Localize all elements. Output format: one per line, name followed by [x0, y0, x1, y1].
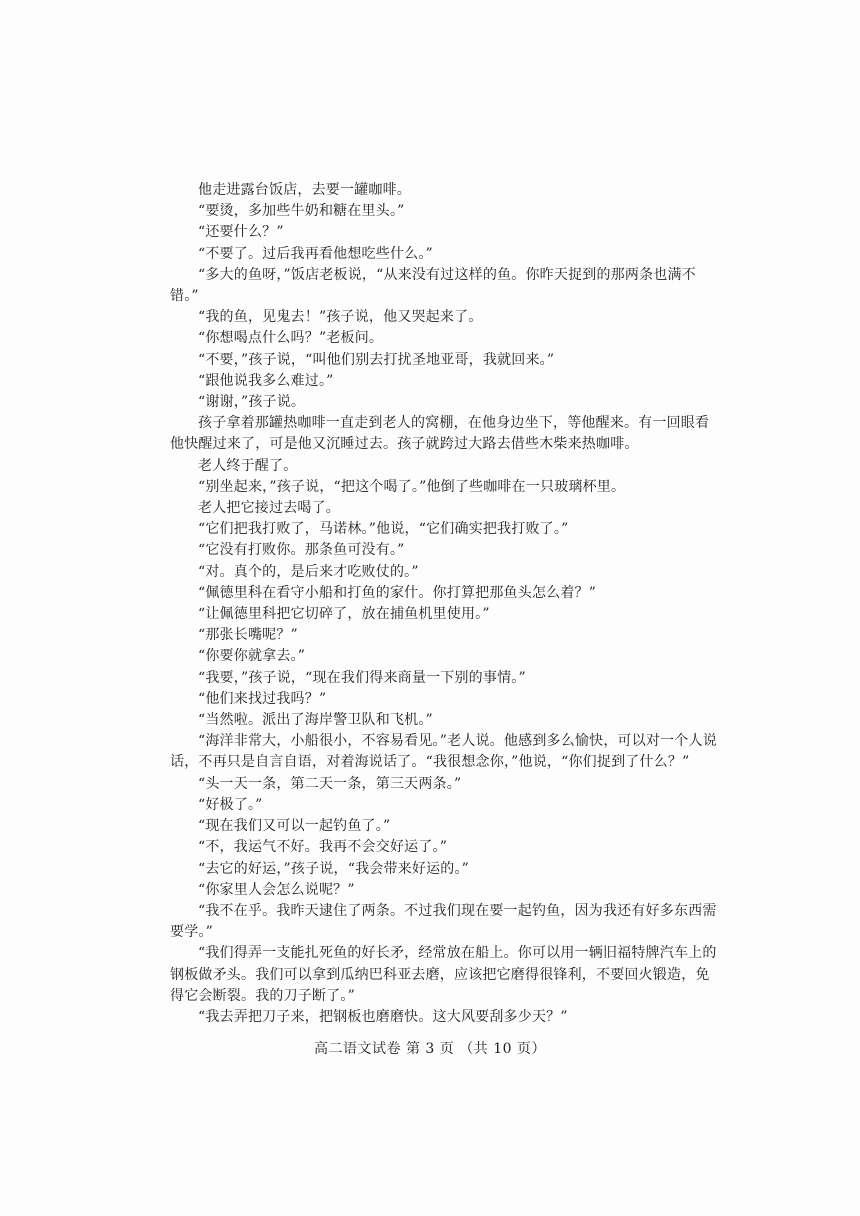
- paragraph: “佩德里科在看守小船和打鱼的家什。你打算把那鱼头怎么着？”: [198, 584, 597, 601]
- paragraph: 他走进露台饭店，去要一罐咖啡。: [198, 182, 411, 198]
- paragraph: 老人把它接过去喝了。: [198, 500, 340, 517]
- paragraph: “海洋非常大，小船很小，不容易看见。”老人说。他感到多么愉快，可以对一个人说话，不再只是自言自语，对着海说话了。“我很想念你，”他说，“你们捉到了什么？”: [170, 733, 717, 771]
- paragraph: “他们来找过我吗？”: [198, 690, 327, 707]
- paragraph: “你要你就拿去。”: [198, 648, 306, 665]
- paragraph: “去它的好运，”孩子说，“我会带来好运的。”: [198, 860, 470, 877]
- paragraph: “不，我运气不好。我再不会交好运了。”: [198, 839, 448, 856]
- paragraph: “当然啦。派出了海岸警卫队和飞机。”: [198, 712, 433, 729]
- paragraph: “我去弄把刀子来，把钢板也磨磨快。这大风要刮多少天？”: [198, 1008, 568, 1025]
- paragraph: “好极了。”: [198, 796, 263, 813]
- paragraph: “头一天一条，第二天一条，第三天两条。”: [198, 775, 462, 792]
- paragraph: 孩子拿着那罐热咖啡一直走到老人的窝棚，在他身边坐下，等他醒来。有一回眼看他快醒过来了，可是他又沉睡过去。孩子就跨过大路去借些木柴来热咖啡。: [170, 415, 710, 453]
- paragraph: “我的鱼，见鬼去！”孩子说，他又哭起来了。: [198, 309, 483, 326]
- paragraph: “那张长嘴呢？”: [198, 627, 298, 644]
- paragraph: “多大的鱼呀，”饭店老板说，“从来没有过这样的鱼。你昨天捉到的那两条也满不错。”: [170, 266, 696, 305]
- paragraph: “你家里人会怎么说呢？”: [198, 881, 355, 898]
- paragraph: “它们把我打败了，马诺林。”他说，“它们确实把我打败了。”: [198, 521, 569, 538]
- paragraph: “跟他说我多么难过。”: [198, 372, 334, 389]
- paragraph: “要烫，多加些牛奶和糖在里头。”: [198, 203, 405, 220]
- paragraph: “不要了。过后我再看他想吃些什么。”: [198, 245, 433, 262]
- paragraph: “别坐起来，”孩子说，“把这个喝了。”他倒了些咖啡在一只玻璃杯里。: [198, 478, 626, 495]
- paragraph: “还要什么？”: [198, 224, 284, 241]
- paragraph: “它没有打败你。那条鱼可没有。”: [198, 542, 405, 559]
- paragraph: “我要，”孩子说，“现在我们得来商量一下别的事情。”: [198, 669, 526, 686]
- page-footer: 高二语文试卷 第 3 页 （共 10 页）: [314, 1041, 546, 1057]
- paragraph: 老人终于醒了。: [198, 457, 298, 474]
- paragraph: “对。真个的，是后来才吃败仗的。”: [198, 563, 419, 580]
- paragraph: “谢谢，”孩子说。: [198, 394, 306, 411]
- paragraph: “我不在乎。我昨天逮住了两条。不过我们现在要一起钓鱼，因为我还有好多东西需要学。”: [170, 902, 717, 941]
- paragraph: “不要，”孩子说，“叫他们别去打扰圣地亚哥，我就回来。”: [198, 351, 555, 368]
- paragraph: “现在我们又可以一起钓鱼了。”: [198, 818, 391, 835]
- paragraph: “让佩德里科把它切碎了，放在捕鱼机里使用。”: [198, 606, 490, 623]
- story-text: [170, 180, 720, 1028]
- paragraph: “你想喝点什么吗？”老板问。: [198, 330, 384, 347]
- paragraph: “我们得弄一支能扎死鱼的好长矛，经常放在船上。你可以用一辆旧福特牌汽车上的钢板做矛头。我们可以拿到瓜纳巴科亚去磨，应该把它磨得很锋利，不要回火锻造，免得它会断裂。我的刀子断了。”: [170, 945, 717, 1004]
